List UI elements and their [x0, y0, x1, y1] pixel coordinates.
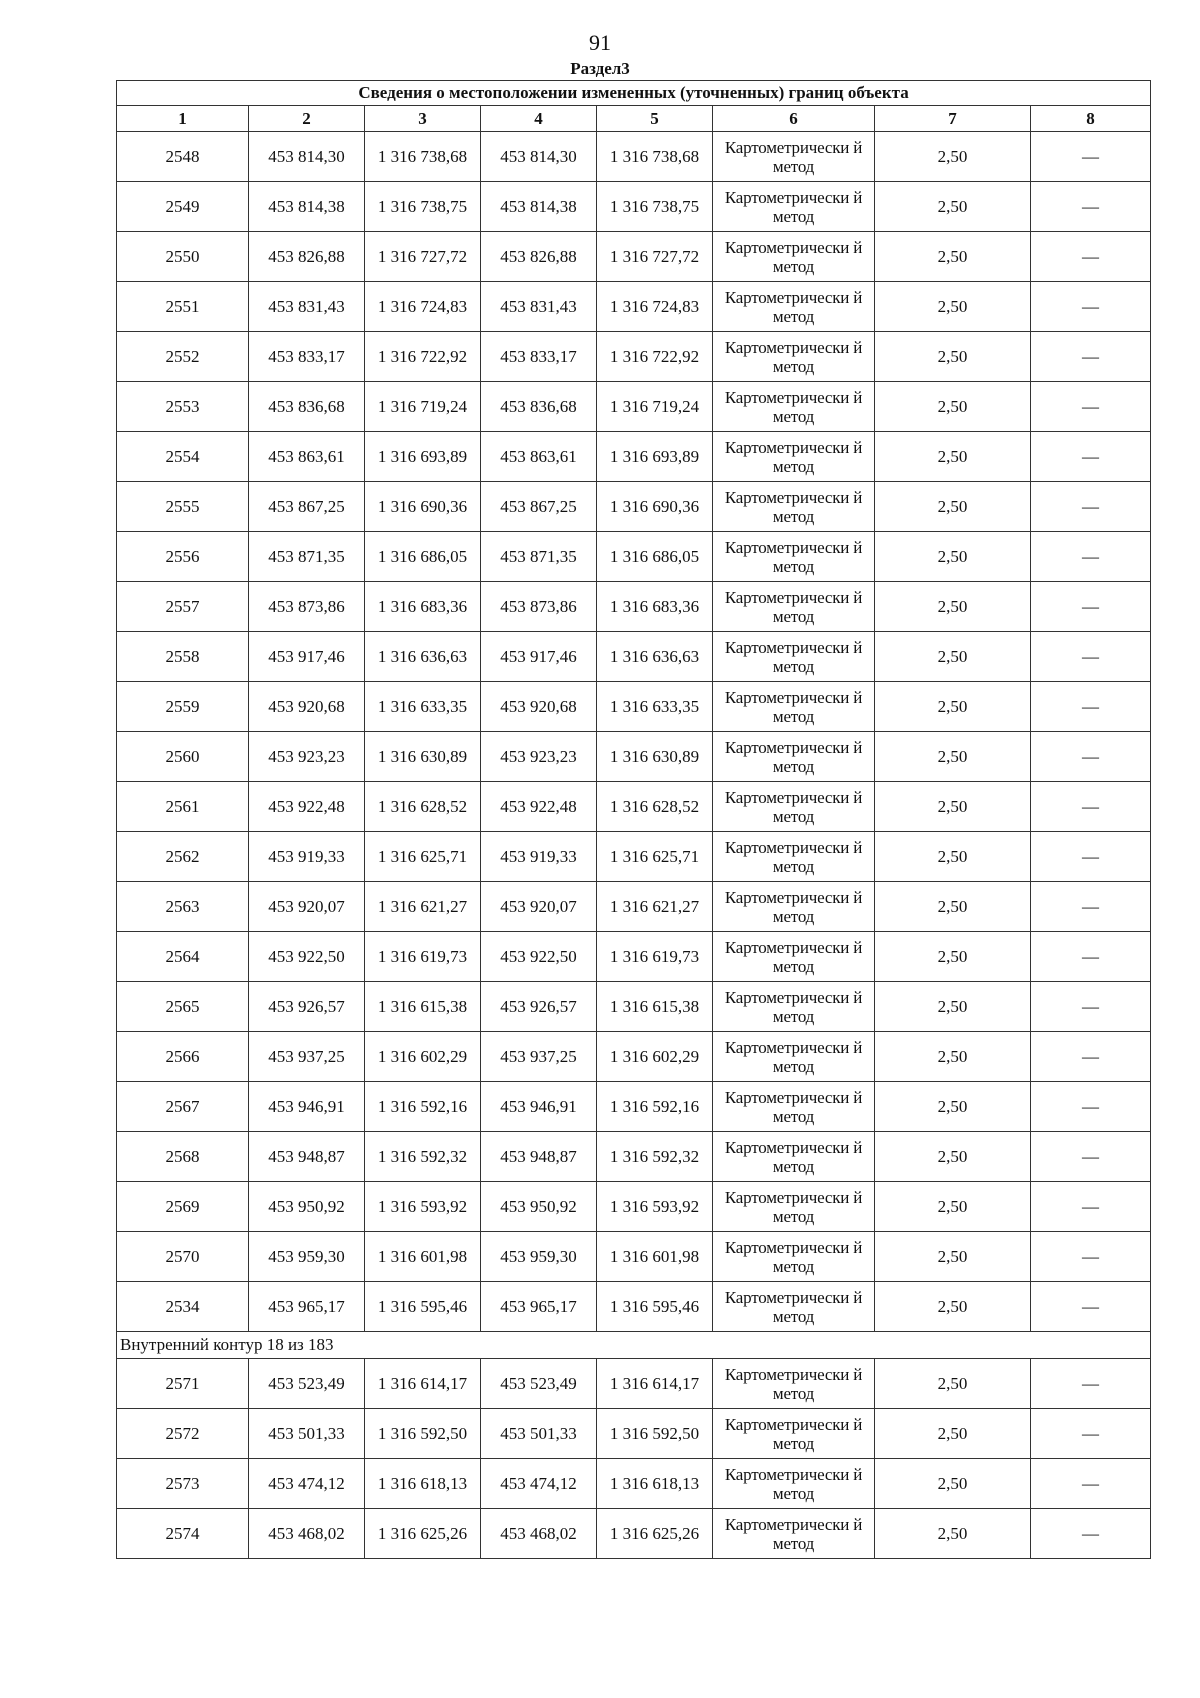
column-number: 6 [713, 106, 875, 132]
y-new-coordinate-cell: 1 316 633,35 [597, 682, 713, 732]
y-new-coordinate-cell: 1 316 630,89 [597, 732, 713, 782]
table-row [117, 1082, 1151, 1132]
accuracy-cell: 2,50 [875, 932, 1031, 982]
table-row [117, 1509, 1151, 1559]
y-coordinate-cell: 1 316 683,36 [365, 582, 481, 632]
y-coordinate-cell: 1 316 724,83 [365, 282, 481, 332]
method-cell: Картометрически й метод [713, 382, 875, 432]
accuracy-cell: 2,50 [875, 632, 1031, 682]
description-cell: — [1031, 982, 1151, 1032]
accuracy-cell: 2,50 [875, 332, 1031, 382]
method-cell: Картометрически й метод [713, 432, 875, 482]
x-new-coordinate-cell: 453 501,33 [481, 1409, 597, 1459]
accuracy-cell: 2,50 [875, 782, 1031, 832]
description-cell: — [1031, 1132, 1151, 1182]
table-row [117, 1032, 1151, 1082]
x-new-coordinate-cell: 453 814,30 [481, 132, 597, 182]
y-coordinate-cell: 1 316 738,75 [365, 182, 481, 232]
accuracy-cell: 2,50 [875, 1232, 1031, 1282]
y-new-coordinate-cell: 1 316 625,26 [597, 1509, 713, 1559]
y-coordinate-cell: 1 316 727,72 [365, 232, 481, 282]
point-number-cell: 2567 [117, 1082, 249, 1132]
accuracy-cell: 2,50 [875, 282, 1031, 332]
table-title-row [117, 81, 1151, 106]
point-number-cell: 2571 [117, 1359, 249, 1409]
x-new-coordinate-cell: 453 523,49 [481, 1359, 597, 1409]
table-row [117, 1359, 1151, 1409]
description-cell: — [1031, 932, 1151, 982]
description-cell: — [1031, 782, 1151, 832]
method-cell: Картометрически й метод [713, 832, 875, 882]
table-body [117, 81, 1151, 1559]
table-row [117, 482, 1151, 532]
x-new-coordinate-cell: 453 950,92 [481, 1182, 597, 1232]
description-cell: — [1031, 582, 1151, 632]
y-new-coordinate-cell: 1 316 595,46 [597, 1282, 713, 1332]
table-row [117, 1282, 1151, 1332]
accuracy-cell: 2,50 [875, 1182, 1031, 1232]
y-coordinate-cell: 1 316 592,32 [365, 1132, 481, 1182]
y-coordinate-cell: 1 316 593,92 [365, 1182, 481, 1232]
y-coordinate-cell: 1 316 686,05 [365, 532, 481, 582]
x-new-coordinate-cell: 453 948,87 [481, 1132, 597, 1182]
y-coordinate-cell: 1 316 592,50 [365, 1409, 481, 1459]
method-cell: Картометрически й метод [713, 1032, 875, 1082]
point-number-cell: 2549 [117, 182, 249, 232]
method-cell: Картометрически й метод [713, 532, 875, 582]
accuracy-cell: 2,50 [875, 832, 1031, 882]
accuracy-cell: 2,50 [875, 682, 1031, 732]
column-number-row [117, 106, 1151, 132]
point-number-cell: 2572 [117, 1409, 249, 1459]
accuracy-cell: 2,50 [875, 1409, 1031, 1459]
point-number-cell: 2568 [117, 1132, 249, 1182]
y-coordinate-cell: 1 316 693,89 [365, 432, 481, 482]
point-number-cell: 2570 [117, 1232, 249, 1282]
y-coordinate-cell: 1 316 592,16 [365, 1082, 481, 1132]
contour-label-row [117, 1332, 1151, 1359]
y-coordinate-cell: 1 316 628,52 [365, 782, 481, 832]
x-coordinate-cell: 453 923,23 [249, 732, 365, 782]
coordinates-table [116, 80, 1151, 1559]
x-coordinate-cell: 453 873,86 [249, 582, 365, 632]
description-cell: — [1031, 682, 1151, 732]
method-cell: Картометрически й метод [713, 782, 875, 832]
y-new-coordinate-cell: 1 316 722,92 [597, 332, 713, 382]
y-new-coordinate-cell: 1 316 619,73 [597, 932, 713, 982]
table-row [117, 382, 1151, 432]
table-row [117, 1132, 1151, 1182]
column-number: 3 [365, 106, 481, 132]
accuracy-cell: 2,50 [875, 732, 1031, 782]
x-coordinate-cell: 453 523,49 [249, 1359, 365, 1409]
y-coordinate-cell: 1 316 630,89 [365, 732, 481, 782]
x-new-coordinate-cell: 453 965,17 [481, 1282, 597, 1332]
table-row [117, 782, 1151, 832]
column-number: 1 [117, 106, 249, 132]
y-new-coordinate-cell: 1 316 601,98 [597, 1232, 713, 1282]
x-coordinate-cell: 453 474,12 [249, 1459, 365, 1509]
x-new-coordinate-cell: 453 919,33 [481, 832, 597, 882]
y-coordinate-cell: 1 316 621,27 [365, 882, 481, 932]
x-coordinate-cell: 453 501,33 [249, 1409, 365, 1459]
x-new-coordinate-cell: 453 871,35 [481, 532, 597, 582]
section-title: Раздел3 [570, 59, 630, 78]
method-cell: Картометрически й метод [713, 1459, 875, 1509]
description-cell: — [1031, 332, 1151, 382]
accuracy-cell: 2,50 [875, 1282, 1031, 1332]
method-cell: Картометрически й метод [713, 732, 875, 782]
point-number-cell: 2550 [117, 232, 249, 282]
description-cell: — [1031, 382, 1151, 432]
x-new-coordinate-cell: 453 873,86 [481, 582, 597, 632]
description-cell: — [1031, 282, 1151, 332]
method-cell: Картометрически й метод [713, 482, 875, 532]
point-number-cell: 2564 [117, 932, 249, 982]
point-number-cell: 2558 [117, 632, 249, 682]
accuracy-cell: 2,50 [875, 132, 1031, 182]
x-coordinate-cell: 453 922,50 [249, 932, 365, 982]
description-cell: — [1031, 632, 1151, 682]
x-coordinate-cell: 453 959,30 [249, 1232, 365, 1282]
y-new-coordinate-cell: 1 316 686,05 [597, 532, 713, 582]
description-cell: — [1031, 882, 1151, 932]
y-new-coordinate-cell: 1 316 592,16 [597, 1082, 713, 1132]
table-row [117, 282, 1151, 332]
point-number-cell: 2553 [117, 382, 249, 432]
description-cell: — [1031, 232, 1151, 282]
y-new-coordinate-cell: 1 316 593,92 [597, 1182, 713, 1232]
accuracy-cell: 2,50 [875, 1459, 1031, 1509]
accuracy-cell: 2,50 [875, 1082, 1031, 1132]
description-cell: — [1031, 532, 1151, 582]
table-row [117, 1182, 1151, 1232]
table-row [117, 682, 1151, 732]
accuracy-cell: 2,50 [875, 1509, 1031, 1559]
y-coordinate-cell: 1 316 618,13 [365, 1459, 481, 1509]
accuracy-cell: 2,50 [875, 182, 1031, 232]
table-row [117, 1232, 1151, 1282]
y-new-coordinate-cell: 1 316 724,83 [597, 282, 713, 332]
accuracy-cell: 2,50 [875, 582, 1031, 632]
x-new-coordinate-cell: 453 863,61 [481, 432, 597, 482]
accuracy-cell: 2,50 [875, 432, 1031, 482]
point-number-cell: 2555 [117, 482, 249, 532]
point-number-cell: 2560 [117, 732, 249, 782]
table-row [117, 1409, 1151, 1459]
y-coordinate-cell: 1 316 625,71 [365, 832, 481, 882]
description-cell: — [1031, 1509, 1151, 1559]
description-cell: — [1031, 1082, 1151, 1132]
y-new-coordinate-cell: 1 316 693,89 [597, 432, 713, 482]
point-number-cell: 2557 [117, 582, 249, 632]
table-row [117, 132, 1151, 182]
method-cell: Картометрически й метод [713, 1409, 875, 1459]
y-coordinate-cell: 1 316 619,73 [365, 932, 481, 982]
y-coordinate-cell: 1 316 601,98 [365, 1232, 481, 1282]
y-new-coordinate-cell: 1 316 636,63 [597, 632, 713, 682]
x-new-coordinate-cell: 453 814,38 [481, 182, 597, 232]
table-row [117, 832, 1151, 882]
x-coordinate-cell: 453 826,88 [249, 232, 365, 282]
point-number-cell: 2563 [117, 882, 249, 932]
x-coordinate-cell: 453 922,48 [249, 782, 365, 832]
x-new-coordinate-cell: 453 946,91 [481, 1082, 597, 1132]
x-new-coordinate-cell: 453 922,50 [481, 932, 597, 982]
x-coordinate-cell: 453 833,17 [249, 332, 365, 382]
description-cell: — [1031, 1409, 1151, 1459]
method-cell: Картометрически й метод [713, 982, 875, 1032]
method-cell: Картометрически й метод [713, 232, 875, 282]
method-cell: Картометрически й метод [713, 582, 875, 632]
x-new-coordinate-cell: 453 920,07 [481, 882, 597, 932]
method-cell: Картометрически й метод [713, 682, 875, 732]
x-coordinate-cell: 453 814,30 [249, 132, 365, 182]
method-cell: Картометрически й метод [713, 182, 875, 232]
y-new-coordinate-cell: 1 316 625,71 [597, 832, 713, 882]
y-new-coordinate-cell: 1 316 738,68 [597, 132, 713, 182]
point-number-cell: 2534 [117, 1282, 249, 1332]
x-new-coordinate-cell: 453 920,68 [481, 682, 597, 732]
y-coordinate-cell: 1 316 625,26 [365, 1509, 481, 1559]
accuracy-cell: 2,50 [875, 232, 1031, 282]
column-number: 4 [481, 106, 597, 132]
x-coordinate-cell: 453 917,46 [249, 632, 365, 682]
x-coordinate-cell: 453 926,57 [249, 982, 365, 1032]
y-new-coordinate-cell: 1 316 592,50 [597, 1409, 713, 1459]
y-coordinate-cell: 1 316 690,36 [365, 482, 481, 532]
accuracy-cell: 2,50 [875, 982, 1031, 1032]
x-new-coordinate-cell: 453 833,17 [481, 332, 597, 382]
y-new-coordinate-cell: 1 316 614,17 [597, 1359, 713, 1409]
y-coordinate-cell: 1 316 615,38 [365, 982, 481, 1032]
table-row [117, 632, 1151, 682]
x-new-coordinate-cell: 453 917,46 [481, 632, 597, 682]
y-new-coordinate-cell: 1 316 592,32 [597, 1132, 713, 1182]
point-number-cell: 2565 [117, 982, 249, 1032]
y-new-coordinate-cell: 1 316 719,24 [597, 382, 713, 432]
y-coordinate-cell: 1 316 719,24 [365, 382, 481, 432]
table-row [117, 882, 1151, 932]
table-row [117, 1459, 1151, 1509]
x-coordinate-cell: 453 871,35 [249, 532, 365, 582]
x-coordinate-cell: 453 965,17 [249, 1282, 365, 1332]
y-new-coordinate-cell: 1 316 683,36 [597, 582, 713, 632]
x-coordinate-cell: 453 920,07 [249, 882, 365, 932]
point-number-cell: 2559 [117, 682, 249, 732]
x-new-coordinate-cell: 453 826,88 [481, 232, 597, 282]
column-number: 2 [249, 106, 365, 132]
x-coordinate-cell: 453 919,33 [249, 832, 365, 882]
point-number-cell: 2552 [117, 332, 249, 382]
point-number-cell: 2551 [117, 282, 249, 332]
y-new-coordinate-cell: 1 316 738,75 [597, 182, 713, 232]
method-cell: Картометрически й метод [713, 1082, 875, 1132]
table-title: Сведения о местоположении измененных (уточненных) границ объекта [117, 81, 1151, 106]
table-row [117, 932, 1151, 982]
table-row [117, 532, 1151, 582]
x-new-coordinate-cell: 453 831,43 [481, 282, 597, 332]
x-coordinate-cell: 453 946,91 [249, 1082, 365, 1132]
x-coordinate-cell: 453 920,68 [249, 682, 365, 732]
point-number-cell: 2569 [117, 1182, 249, 1232]
method-cell: Картометрически й метод [713, 132, 875, 182]
description-cell: — [1031, 832, 1151, 882]
y-coordinate-cell: 1 316 614,17 [365, 1359, 481, 1409]
accuracy-cell: 2,50 [875, 1032, 1031, 1082]
method-cell: Картометрически й метод [713, 882, 875, 932]
point-number-cell: 2566 [117, 1032, 249, 1082]
method-cell: Картометрически й метод [713, 1282, 875, 1332]
method-cell: Картометрически й метод [713, 932, 875, 982]
x-new-coordinate-cell: 453 923,23 [481, 732, 597, 782]
method-cell: Картометрически й метод [713, 632, 875, 682]
table-row [117, 182, 1151, 232]
x-coordinate-cell: 453 867,25 [249, 482, 365, 532]
x-coordinate-cell: 453 814,38 [249, 182, 365, 232]
x-new-coordinate-cell: 453 468,02 [481, 1509, 597, 1559]
x-new-coordinate-cell: 453 926,57 [481, 982, 597, 1032]
description-cell: — [1031, 1182, 1151, 1232]
point-number-cell: 2556 [117, 532, 249, 582]
x-coordinate-cell: 453 863,61 [249, 432, 365, 482]
x-new-coordinate-cell: 453 867,25 [481, 482, 597, 532]
point-number-cell: 2554 [117, 432, 249, 482]
description-cell: — [1031, 1459, 1151, 1509]
y-coordinate-cell: 1 316 633,35 [365, 682, 481, 732]
point-number-cell: 2573 [117, 1459, 249, 1509]
x-new-coordinate-cell: 453 959,30 [481, 1232, 597, 1282]
point-number-cell: 2561 [117, 782, 249, 832]
description-cell: — [1031, 1032, 1151, 1082]
method-cell: Картометрически й метод [713, 282, 875, 332]
y-coordinate-cell: 1 316 738,68 [365, 132, 481, 182]
x-new-coordinate-cell: 453 922,48 [481, 782, 597, 832]
x-coordinate-cell: 453 937,25 [249, 1032, 365, 1082]
method-cell: Картометрически й метод [713, 1509, 875, 1559]
column-number: 5 [597, 106, 713, 132]
column-number: 8 [1031, 106, 1151, 132]
x-coordinate-cell: 453 831,43 [249, 282, 365, 332]
y-coordinate-cell: 1 316 602,29 [365, 1032, 481, 1082]
method-cell: Картометрически й метод [713, 1359, 875, 1409]
table-row [117, 582, 1151, 632]
table-row [117, 332, 1151, 382]
contour-label: Внутренний контур 18 из 183 [117, 1332, 1151, 1359]
page-number: 91 [589, 30, 611, 55]
accuracy-cell: 2,50 [875, 532, 1031, 582]
y-new-coordinate-cell: 1 316 615,38 [597, 982, 713, 1032]
point-number-cell: 2562 [117, 832, 249, 882]
y-new-coordinate-cell: 1 316 628,52 [597, 782, 713, 832]
x-coordinate-cell: 453 468,02 [249, 1509, 365, 1559]
description-cell: — [1031, 432, 1151, 482]
y-new-coordinate-cell: 1 316 727,72 [597, 232, 713, 282]
table-row [117, 432, 1151, 482]
accuracy-cell: 2,50 [875, 882, 1031, 932]
table-row [117, 232, 1151, 282]
y-coordinate-cell: 1 316 595,46 [365, 1282, 481, 1332]
column-number: 7 [875, 106, 1031, 132]
x-new-coordinate-cell: 453 474,12 [481, 1459, 597, 1509]
accuracy-cell: 2,50 [875, 482, 1031, 532]
description-cell: — [1031, 732, 1151, 782]
x-coordinate-cell: 453 950,92 [249, 1182, 365, 1232]
y-coordinate-cell: 1 316 722,92 [365, 332, 481, 382]
y-new-coordinate-cell: 1 316 690,36 [597, 482, 713, 532]
x-new-coordinate-cell: 453 836,68 [481, 382, 597, 432]
y-new-coordinate-cell: 1 316 618,13 [597, 1459, 713, 1509]
point-number-cell: 2548 [117, 132, 249, 182]
x-coordinate-cell: 453 836,68 [249, 382, 365, 432]
description-cell: — [1031, 182, 1151, 232]
accuracy-cell: 2,50 [875, 1132, 1031, 1182]
accuracy-cell: 2,50 [875, 382, 1031, 432]
method-cell: Картометрически й метод [713, 1232, 875, 1282]
point-number-cell: 2574 [117, 1509, 249, 1559]
y-new-coordinate-cell: 1 316 621,27 [597, 882, 713, 932]
method-cell: Картометрически й метод [713, 332, 875, 382]
description-cell: — [1031, 482, 1151, 532]
description-cell: — [1031, 1232, 1151, 1282]
x-new-coordinate-cell: 453 937,25 [481, 1032, 597, 1082]
method-cell: Картометрически й метод [713, 1182, 875, 1232]
description-cell: — [1031, 1359, 1151, 1409]
x-coordinate-cell: 453 948,87 [249, 1132, 365, 1182]
description-cell: — [1031, 132, 1151, 182]
accuracy-cell: 2,50 [875, 1359, 1031, 1409]
table-row [117, 732, 1151, 782]
y-coordinate-cell: 1 316 636,63 [365, 632, 481, 682]
table-row [117, 982, 1151, 1032]
description-cell: — [1031, 1282, 1151, 1332]
y-new-coordinate-cell: 1 316 602,29 [597, 1032, 713, 1082]
method-cell: Картометрически й метод [713, 1132, 875, 1182]
